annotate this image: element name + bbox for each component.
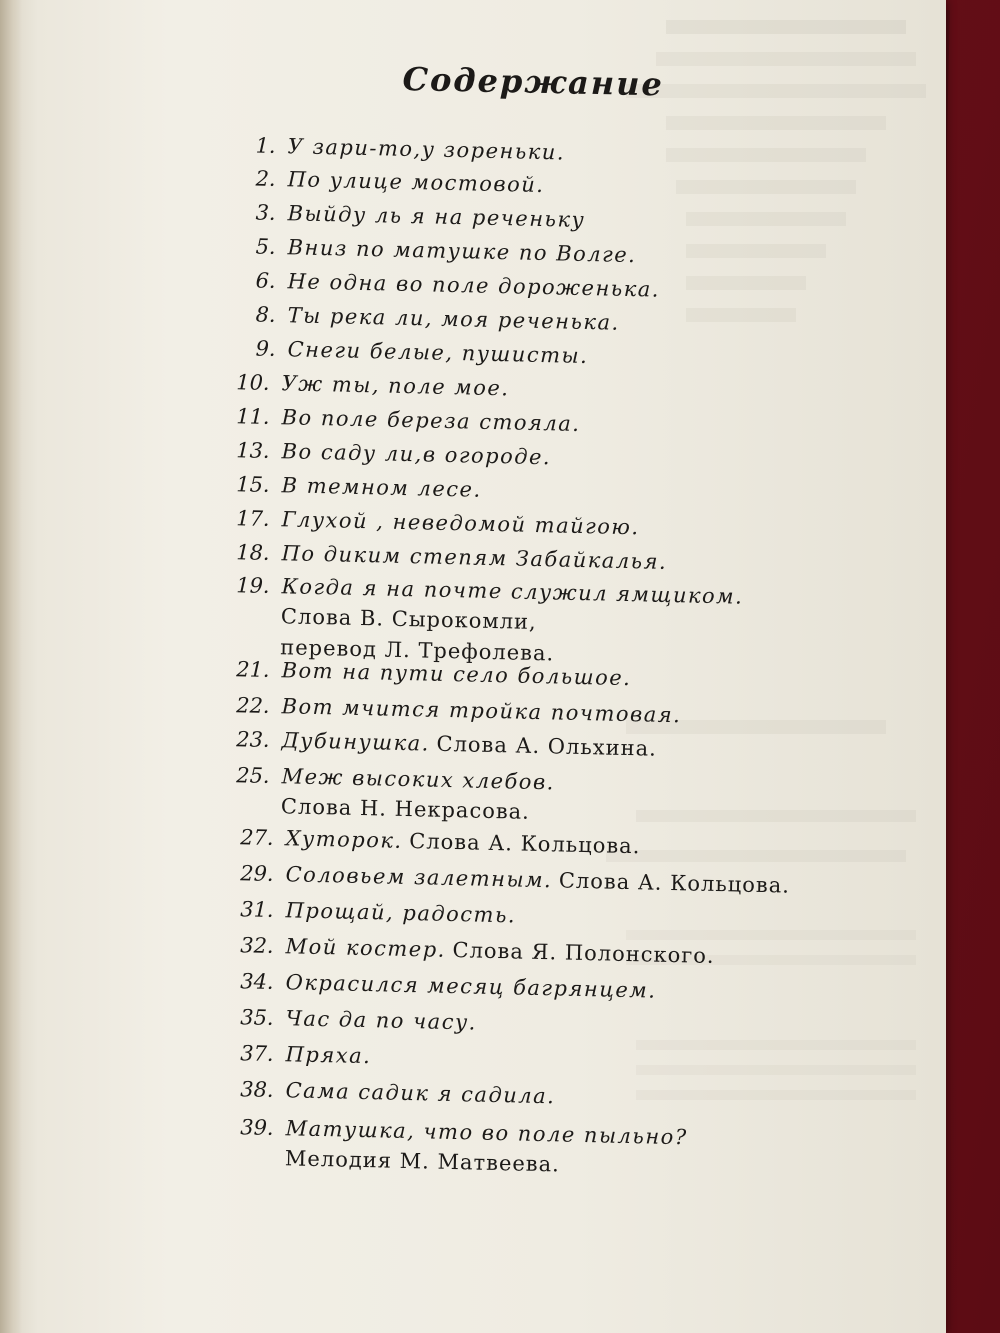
entry-song-title: Во саду ли,в огороде.	[281, 439, 552, 470]
entry-song-title: Во поле береза стояла.	[281, 405, 581, 437]
toc-entry	[231, 1074, 555, 1112]
entry-song-title: Меж высоких хлебов.	[281, 764, 556, 795]
entry-song-title: Уж ты, поле мое.	[281, 371, 510, 401]
entry-page-number: 13.	[235, 438, 270, 463]
entry-song-title: По диким степям Забайкалья.	[281, 541, 668, 574]
entry-page-number: 23.	[235, 727, 270, 752]
entry-page-number: 18.	[235, 540, 270, 565]
entry-page-number: 37.	[239, 1041, 274, 1066]
entry-song-title: Когда я на почте служил ямщиком.	[281, 574, 744, 609]
entry-page-number: 32.	[239, 933, 274, 958]
entry-page-number: 6.	[255, 268, 276, 293]
toc-entry	[227, 435, 551, 473]
toc-entry	[227, 367, 510, 404]
toc-entry	[233, 130, 565, 168]
entry-song-title: Выйду ль я на реченьку	[287, 201, 586, 232]
entry-page-number: 9.	[255, 336, 276, 361]
entry-song-title: Вот на пути село большое.	[281, 658, 632, 691]
toc-entry	[233, 299, 620, 338]
entry-song-title: Вниз по матушке по Волге.	[287, 235, 637, 268]
entry-page-number: 10.	[235, 370, 270, 395]
entry-song-title: Не одна во поле дороженька.	[287, 269, 661, 302]
toc-entry	[233, 197, 585, 235]
entry-page-number: 27.	[239, 825, 274, 850]
entry-song-title: Ты река ли, моя реченька.	[287, 303, 620, 335]
entry-page-number: 11.	[235, 404, 270, 429]
toc-entry	[227, 469, 482, 505]
entry-song-title: Хуторок.	[285, 826, 403, 853]
toc-entry	[233, 333, 588, 371]
entry-credit: Слова А. Кольцова.	[558, 868, 791, 898]
entry-song-title: Дубинушка.	[281, 728, 431, 756]
entry-credit-line: Мелодия М. Матвеева.	[284, 1146, 561, 1177]
entry-credit-line: Слова В. Сырокомли,	[280, 604, 538, 635]
entry-song-title: У зари-то,у зореньки.	[287, 134, 566, 165]
toc-entry	[231, 1002, 477, 1038]
entry-page-number: 21.	[235, 657, 270, 682]
entry-credit: Слова А. Ольхина.	[436, 731, 658, 761]
entry-song-title: Вот мчится тройка почтовая.	[281, 694, 682, 728]
entry-credit: Слова А. Кольцова.	[409, 829, 641, 859]
entry-page-number: 1.	[255, 133, 276, 158]
entry-page-number: 38.	[239, 1077, 274, 1102]
entry-page-number: 3.	[255, 200, 276, 225]
toc-entry	[227, 503, 640, 543]
toc-entry	[233, 231, 636, 271]
entry-song-title: Прощай, радость.	[285, 898, 517, 928]
toc-entry	[227, 760, 556, 828]
toc-entry	[231, 930, 715, 971]
entry-page-number: 8.	[255, 302, 276, 327]
toc-entry	[231, 1038, 371, 1072]
toc-entry	[231, 894, 516, 931]
entry-page-number: 25.	[235, 763, 270, 788]
entry-page-number: 29.	[239, 861, 274, 886]
entry-credit: Слова Я. Полонского.	[452, 938, 715, 968]
entry-song-title: Матушка, что во поле пыльно?	[285, 1116, 688, 1150]
entry-song-title: Глухой , неведомой тайгою.	[281, 507, 640, 540]
entry-credit-line: Слова Н. Некрасова.	[280, 794, 531, 825]
toc-entry	[231, 822, 640, 862]
entry-credit-line: перевод Л. Трефолева.	[279, 635, 555, 666]
toc-entry	[231, 966, 656, 1006]
entry-page-number: 17.	[235, 506, 270, 531]
entry-page-number: 34.	[239, 969, 274, 994]
toc-entry	[233, 265, 660, 305]
entry-page-number: 5.	[255, 234, 276, 259]
entry-song-title: Пряха.	[285, 1042, 372, 1069]
entry-page-number: 2.	[255, 166, 276, 191]
entry-song-title: Соловьем залетным.	[285, 862, 553, 893]
toc-entry	[227, 724, 657, 764]
entry-page-number: 19.	[235, 573, 270, 598]
entry-page-number: 31.	[239, 897, 274, 922]
entry-song-title: Окрасился месяц багрянцем.	[285, 970, 657, 1003]
entry-song-title: По улице мостовой.	[287, 167, 545, 198]
entry-song-title: Сама садик я садила.	[285, 1078, 556, 1109]
toc-entry	[227, 401, 581, 439]
page-title: Содержание	[402, 60, 665, 104]
entry-page-number: 22.	[235, 693, 270, 718]
entry-page-number: 39.	[239, 1115, 274, 1140]
entry-song-title: Час да по часу.	[285, 1006, 478, 1035]
entry-song-title: Снеги белые, пушисты.	[287, 337, 589, 369]
entry-song-title: Мой костер.	[285, 934, 447, 962]
toc-entry	[233, 163, 545, 200]
entry-song-title: В темном лесе.	[281, 473, 482, 502]
toc-entry	[231, 858, 790, 901]
entry-page-number: 15.	[235, 472, 270, 497]
toc-entry	[231, 1112, 688, 1183]
entry-page-number: 35.	[239, 1005, 274, 1030]
